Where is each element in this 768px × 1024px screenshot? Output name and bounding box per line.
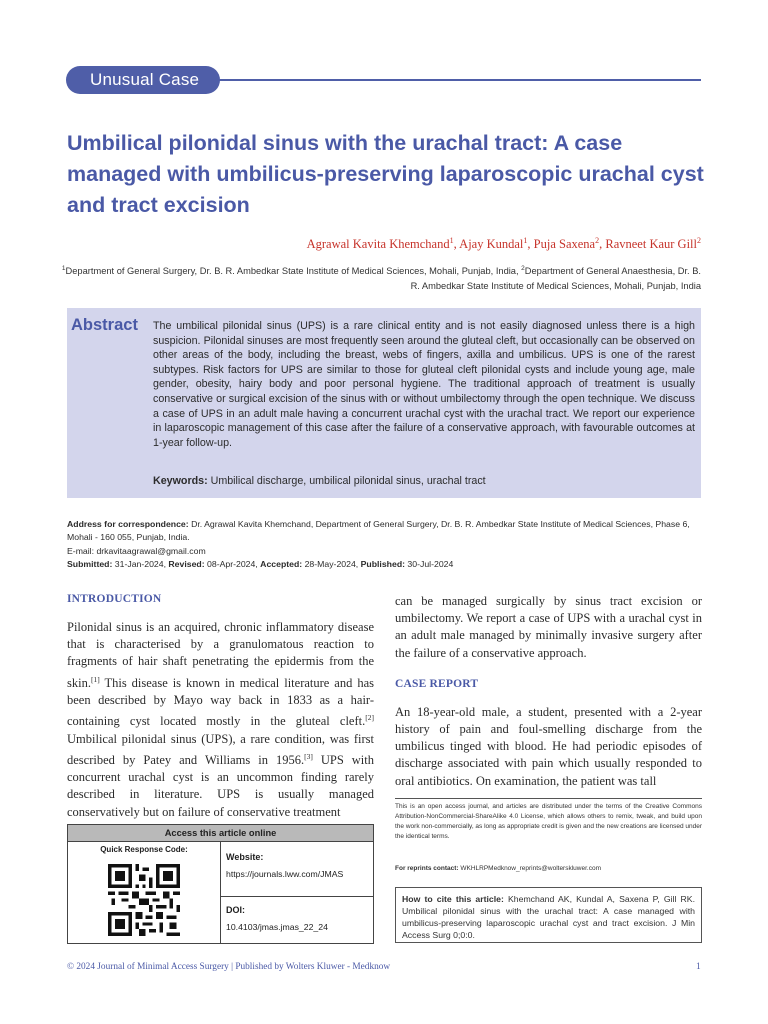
abstract-heading: Abstract [71,316,138,334]
website-link[interactable]: https://journals.lww.com/JMAS [226,869,344,879]
author-separator: , [599,237,606,252]
citation-ref[interactable]: [1] [90,674,100,684]
published-label: Published: [360,558,406,569]
correspondence-block [67,518,701,571]
affil-sup: 1 [61,265,66,272]
reprints-contact [395,865,702,872]
author-separator: , [527,237,534,252]
citation-ref[interactable]: [2] [365,713,374,723]
license-note: This is an open access journal, and articles are distributed under the terms of the Creative Commons Attribution-NonCommercial-ShareAlike 4.0 License, which allows others to remix, tweak, and build upon the work non-commercially, as long as appropriate credit is given and the new creations are licensed under the identical terms. [395,798,702,842]
address-label: Address for correspondence: [67,519,189,529]
author-name[interactable]: Ajay Kundal [459,237,524,252]
citation-box [395,887,702,943]
submitted-date: 31-Jan-2024, [112,558,169,569]
qr-label: Quick Response Code: [100,845,188,854]
author-name[interactable]: Ravneet Kaur Gill [605,237,697,252]
affil-sup: 2 [521,265,525,272]
doi-label: DOI: [226,905,245,915]
access-details [221,842,373,944]
article-type-badge: Unusual Case [66,66,220,94]
email-line[interactable]: E-mail: drkavitaagrawal@gmail.com [67,545,206,556]
section-heading-case-report: CASE REPORT [395,677,479,690]
citation-text: Khemchand AK, Kundal A, Saxena P, Gill RK. Umbilical pilonidal sinus with the urachal tract: A case managed with umbilicus-preserving laparoscopic urachal cyst and tract excision. J Min Access Surg 0;0:0. [402,894,695,940]
revised-label: Revised: [168,558,205,569]
website-label: Website: [226,852,264,862]
qr-code-icon[interactable] [108,862,180,938]
revised-date: 08-Apr-2024, [204,558,261,569]
divider [221,896,373,897]
intro-text: Pilonidal sinus is an acquired, chronic inflammatory disease that is characterised by a granulomatous reaction to fragments of hair shaft penetrating the epidermis from the skin. [67,620,374,690]
intro-text: UPS with concurrent urachal cyst is an uncommon finding rarely described in literature. UPS is usually managed conservatively but on failure of conservative treatment [67,752,374,819]
author-affil-sup: 2 [697,236,701,245]
citation-label: How to cite this article: [402,894,504,904]
qr-section [68,842,221,944]
published-date: 30-Jul-2024 [405,558,454,569]
reprints-label: For reprints contact: [395,865,459,872]
author-list [61,236,701,252]
citation-ref[interactable]: [3] [304,751,313,761]
affiliation-2: Department of General Anaesthesia, Dr. B. R. Ambedkar State Institute of Medical Sciences, Mohali, Punjab, India [410,266,701,291]
access-article-box [67,824,374,944]
accepted-label: Accepted: [260,558,303,569]
submitted-label: Submitted: [67,558,113,569]
address-value: Dr. Agrawal Kavita Khemchand, Department of General Surgery, Dr. B. R. Ambedkar State Institute of Medical Sciences, Phase 6, Mohali - 160 055, Punjab, India. [67,519,690,543]
author-affil-sup: 2 [595,236,600,245]
intro-text: Umbilical pilonidal sinus (UPS), a rare condition, was first described by Patey and Williams in 1956. [67,731,374,767]
keywords-value: Umbilical discharge, umbilical pilonidal sinus, urachal tract [207,475,486,487]
introduction-paragraph [67,619,374,821]
author-affil-sup: 1 [449,236,454,245]
section-heading-introduction: INTRODUCTION [67,593,162,605]
keywords [153,475,695,487]
reprints-email[interactable]: WKHLRPMedknow_reprints@wolterskluwer.com [458,865,601,872]
access-heading: Access this article online [68,825,373,842]
author-affil-sup: 1 [523,236,528,245]
affiliation-1: Department of General Surgery, Dr. B. R. Ambedkar State Institute of Medical Sciences, Mohali, Punjab, India, [65,266,522,277]
introduction-continued: can be managed surgically by sinus tract excision or umbilectomy. We report a case of UPS with a urachal cyst in an adult male managed by minimally invasive surgery after the failure of a conservative approach. [395,594,702,660]
doi-link[interactable]: 10.4103/jmas.jmas_22_24 [226,922,328,932]
left-column [67,593,374,821]
article-title: Umbilical pilonidal sinus with the urachal tract: A case managed with umbilicus-preserving laparoscopic urachal cyst and tract excision [67,131,704,217]
page-number: 1 [696,962,701,972]
case-report-paragraph: An 18-year-old male, a student, presented with a 2-year history of pain and foul-smelling discharge from the umbilicus tinged with blood. He had periodic episodes of discharge associated with pain which usually responded to oral antibiotics. On examination, the patient was tall [395,704,702,788]
author-name[interactable]: Puja Saxena [533,237,596,252]
accepted-date: 28-May-2024, [302,558,361,569]
abstract-section [67,308,701,498]
address-line [67,518,701,545]
header-rule [210,79,701,81]
abstract-text: The umbilical pilonidal sinus (UPS) is a rare clinical entity and is not easily diagnosed unless there is a high suspicion. Pilonidal sinuses are most frequently seen around the gluteal cleft, but occasionally can be observed on other areas of the body, including the breast, webs of fingers, axilla and umbilicus. UPS is one of the rarest subtypes. Risk factors for UPS are similar to those for gluteal cleft pilonidal cysts and include young age, male gender, obesity, hairy body and poor personal hygiene. The traditional approach of treatment is usually conservative or surgical excision of the sinus with or without umbilectomy through the open technique. We discuss a case of UPS in an adult male having a concurrent urachal cyst with the urachal tract. We report our experience in laparoscopic management of this case after the failure of a conservative approach, with favourable outcomes at 1-year follow-up. [153,320,695,449]
right-column [395,593,702,790]
keywords-label: Keywords: [153,475,208,487]
page-footer: © 2024 Journal of Minimal Access Surgery | Published by Wolters Kluwer - Medknow [67,962,391,972]
intro-text: This disease is known in medical literature and has been described by Mayo way back in 1833 as a hair-containing cyst located mostly in the gluteal cleft. [67,675,374,729]
affiliations [61,262,701,293]
author-name[interactable]: Agrawal Kavita Khemchand [306,237,450,252]
dates-line [67,558,701,571]
author-separator: , [453,237,460,252]
